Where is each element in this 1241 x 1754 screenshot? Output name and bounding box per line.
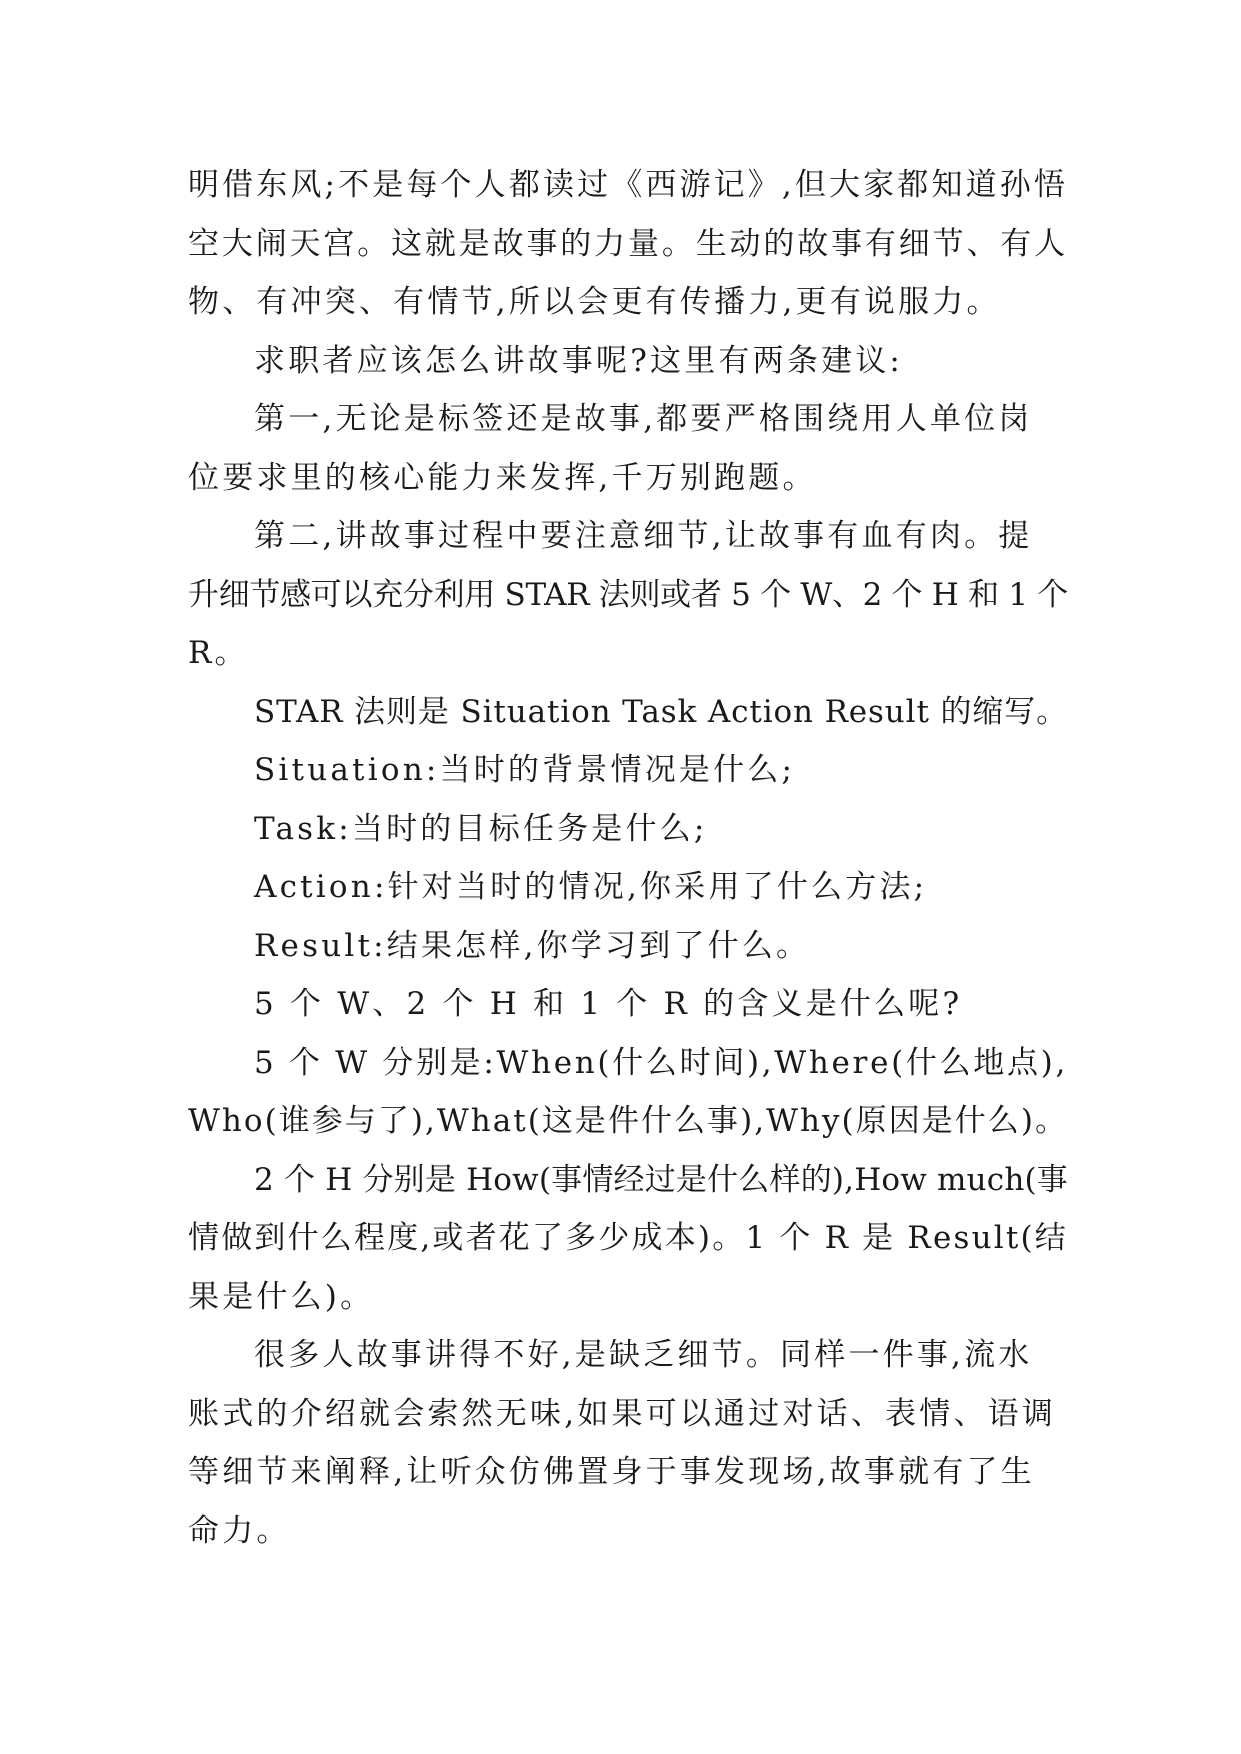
text-line: 情做到什么程度,或者花了多少成本)。1 个 R 是 Result(结: [188, 1220, 1068, 1256]
text-line: 第二,讲故事过程中要注意细节,让故事有血有肉。提: [254, 518, 1033, 554]
text-line: 位要求里的核心能力来发挥,千万别跑题。: [188, 459, 817, 496]
text-line: 5 个 W、2 个 H 和 1 个 R 的含义是什么呢?: [254, 986, 963, 1022]
text-line: 物、有冲突、有情节,所以会更有传播力,更有说服力。: [188, 284, 1001, 320]
text-line: Action:针对当时的情况,你采用了什么方法;: [254, 869, 928, 905]
paragraph-first-suggestion: [188, 390, 1068, 507]
text-line: 2 个 H 分别是 How(事情经过是什么样的),How much(事: [254, 1161, 1068, 1198]
text-line: 账式的介绍就会索然无味,如果可以通过对话、表情、语调: [188, 1395, 1057, 1432]
document-body: [188, 156, 1068, 1560]
text-line: 求职者应该怎么讲故事呢?这里有两条建议:: [254, 342, 904, 379]
text-line: 果是什么)。: [188, 1278, 375, 1315]
paragraph-result: [188, 917, 1068, 976]
paragraph-details-conclusion: [188, 1326, 1068, 1560]
paragraph-question: [188, 332, 1068, 391]
paragraph-5w: [188, 1034, 1068, 1151]
paragraph-intro: [188, 156, 1068, 332]
text-line: Situation:当时的背景情况是什么;: [254, 752, 796, 788]
paragraph-second-suggestion: [188, 507, 1068, 683]
text-line: 5 个 W 分别是:When(什么时间),Where(什么地点),: [254, 1044, 1068, 1081]
paragraph-star-definition: [188, 683, 1068, 742]
text-line: 升细节感可以充分利用 STAR 法则或者 5 个 W、2 个 H 和 1 个: [188, 576, 1068, 613]
text-line: Result:结果怎样,你学习到了什么。: [254, 927, 811, 964]
paragraph-action: [188, 858, 1068, 917]
text-line: 很多人故事讲得不好,是缺乏细节。同样一件事,流水: [254, 1337, 1033, 1373]
text-line: 明借东风;不是每个人都读过《西游记》,但大家都知道孙悟: [188, 167, 1068, 203]
text-line: R。: [188, 635, 249, 671]
text-line: 等细节来阐释,让听众仿佛置身于事发现场,故事就有了生: [188, 1454, 1035, 1490]
text-line: 命力。: [188, 1512, 291, 1549]
text-line: Who(谁参与了),What(这是件什么事),Why(原因是什么)。: [188, 1103, 1068, 1139]
text-line: STAR 法则是 Situation Task Action Result 的缩写。: [254, 693, 1068, 730]
paragraph-situation: [188, 741, 1068, 800]
text-line: 空大闹天宫。这就是故事的力量。生动的故事有细节、有人: [188, 225, 1068, 262]
text-line: Task:当时的目标任务是什么;: [254, 810, 708, 847]
text-line: 第一,无论是标签还是故事,都要严格围绕用人单位岗: [254, 401, 1033, 437]
paragraph-2h-1r: [188, 1151, 1068, 1327]
paragraph-task: [188, 800, 1068, 859]
paragraph-5w2h1r-question: [188, 975, 1068, 1034]
